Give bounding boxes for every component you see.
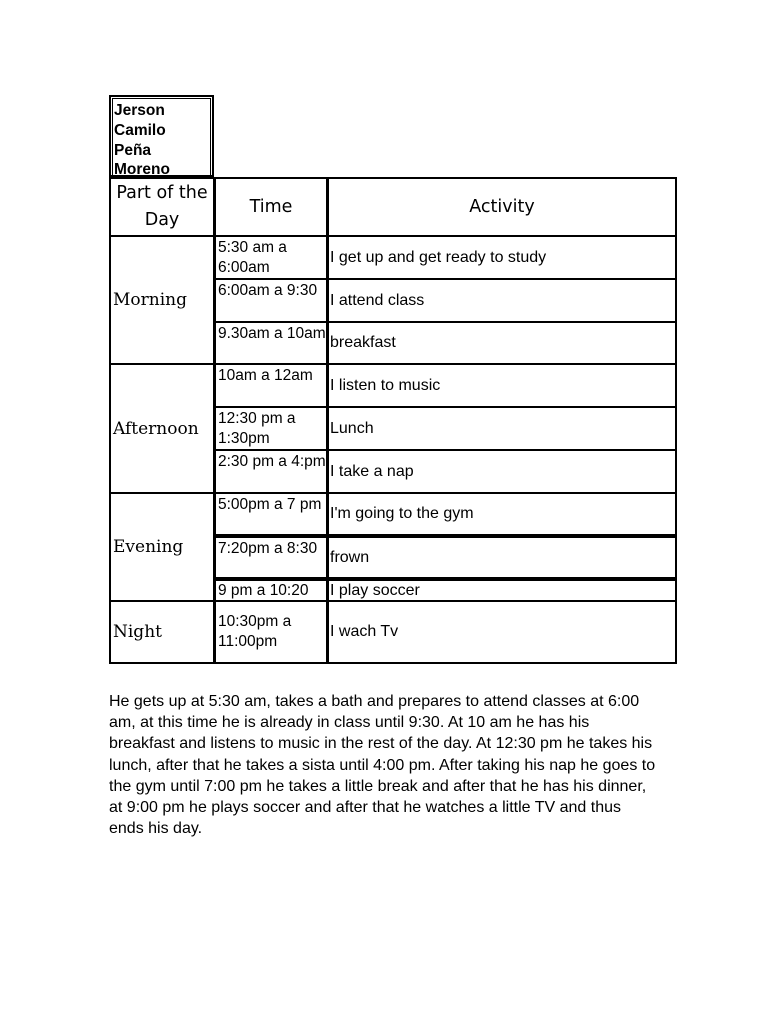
header-activity-label: Activity xyxy=(469,196,535,217)
time-cell: 10am a 12am xyxy=(214,363,328,408)
time-cell: 7:20pm a 8:30 xyxy=(214,536,328,579)
activity-cell: I'm going to the gym xyxy=(327,492,677,536)
author-name xyxy=(112,98,211,179)
part-evening-label: Evening xyxy=(113,537,184,557)
part-afternoon xyxy=(109,363,215,494)
author-name-box xyxy=(109,95,214,177)
activity-cell: breakfast xyxy=(327,321,677,365)
schedule-table xyxy=(109,177,677,664)
author-name-line-1: Jerson xyxy=(114,102,165,119)
header-time xyxy=(214,177,328,237)
part-evening xyxy=(109,492,215,602)
author-name-line-3: Peña xyxy=(114,141,152,159)
time-cell: 12:30 pm a 1:30pm xyxy=(214,406,328,451)
time-cell: 6:00am a 9:30 xyxy=(214,278,328,323)
time-cell: 10:30pm a 11:00pm xyxy=(214,600,328,664)
author-name-line-4: Moreno xyxy=(114,161,170,179)
time-cell: 9.30am a 10am xyxy=(214,321,328,365)
part-night xyxy=(109,600,215,664)
header-part-of-day xyxy=(109,177,215,237)
header-part-label: Part of the Day xyxy=(116,183,208,230)
activity-cell: I listen to music xyxy=(327,363,677,408)
activity-cell: I get up and get ready to study xyxy=(327,235,677,280)
part-morning xyxy=(109,235,215,365)
part-night-label: Night xyxy=(113,622,162,642)
time-cell: 9 pm a 10:20 xyxy=(214,579,328,602)
activity-cell: I take a nap xyxy=(327,449,677,494)
time-cell: 5:30 am a 6:00am xyxy=(214,235,328,280)
part-morning-label: Morning xyxy=(113,290,187,310)
author-name-line-2: Camilo xyxy=(114,121,166,139)
activity-cell: Lunch xyxy=(327,406,677,451)
header-activity xyxy=(327,177,677,237)
time-cell: 2:30 pm a 4:pm xyxy=(214,449,328,494)
activity-cell: frown xyxy=(327,536,677,579)
header-time-label: Time xyxy=(249,196,293,217)
activity-cell: I play soccer xyxy=(327,579,677,602)
activity-cell: I attend class xyxy=(327,278,677,323)
summary-paragraph: He gets up at 5:30 am, takes a bath and prepares to attend classes at 6:00 am, at this time he is already in class until 9:30. At 10 am he has his breakfast and listens to music in the rest of the day. At 12:30 pm he takes his lunch, after that he takes a sista until 4:00 pm. After taking his nap he goes to the gym until 7:00 pm he takes a little break and after that he has his dinner, at 9:00 pm he plays soccer and after that he watches a little TV and thus ends his day. xyxy=(109,693,656,838)
time-cell: 5:00pm a 7 pm xyxy=(214,492,328,536)
part-afternoon-label: Afternoon xyxy=(113,418,199,439)
activity-cell: I wach Tv xyxy=(327,600,677,664)
